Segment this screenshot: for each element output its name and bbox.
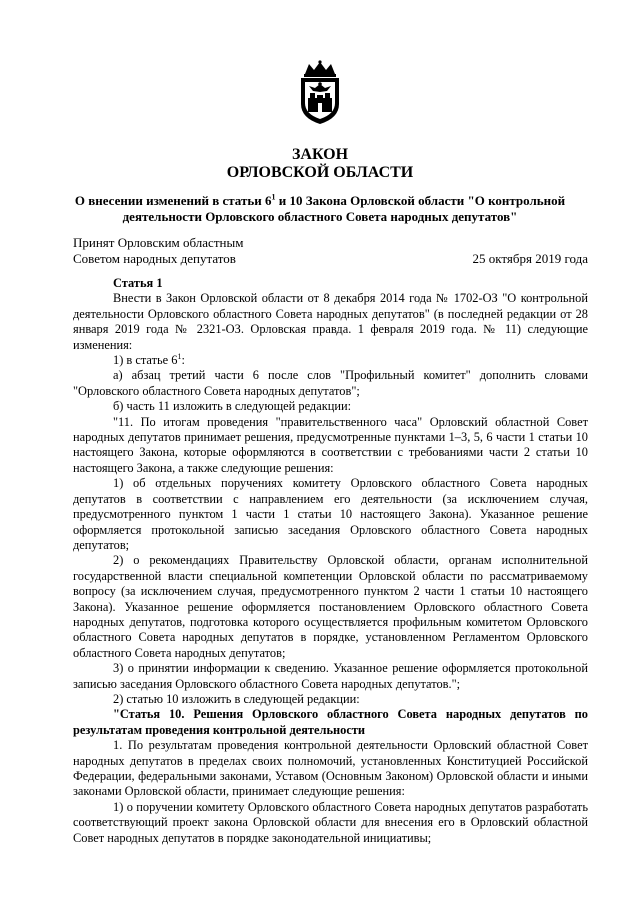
region-title: ОРЛОВСКОЙ ОБЛАСТИ [226, 164, 414, 181]
paragraph: а) абзац третий части 6 после слов "Профильный комитет" дополнить словами "Орловского областного Совета народных депутатов"; [73, 368, 588, 398]
law-subtitle [70, 193, 570, 225]
adoption-line-1: Принят Орловским областным [73, 235, 244, 250]
paragraph: Внести в Закон Орловской области от 8 декабря 2014 года № 1702-ОЗ "О контрольной деятельности Орловского областного Совета народных депутатов" (в последней редакции от 28 января 2019 года № 2321-ОЗ. Орловская правда. 1 февраля 2019 года. № 11) следующие изменения: [73, 291, 588, 352]
subtitle-text-start: О внесении изменений в статьи 6 [74, 193, 272, 208]
paragraph: 1. По результатам проведения контрольной деятельности Орловский областной Совет народных депутатов в пределах своих полномочий, установленных Конституцией Российской Федерации, федеральными законами, Уставом (Основным Законом) Орловской области и иными законами Орловской области, принимает следующие решения: [73, 738, 588, 799]
paragraph-text: 1) в статье 6 [113, 353, 178, 368]
orel-oblast-coat-of-arms-icon [293, 60, 347, 126]
subtitle-superscript: 1 [271, 192, 276, 202]
paragraph: 1) об отдельных поручениях комитету Орловского областного Совета народных депутатов в соответствии с направлением его деятельности (за исключением случая, предусмотренного пунктом 1 части 1 статьи 10 настоящего Закона). Указанное решение оформляется протокольной записью заседания Орловского областного Совета народных депутатов; [73, 476, 588, 552]
article-1-heading: Статья 1 [113, 276, 163, 290]
paragraph: 1) о поручении комитету Орловского областного Совета народных депутатов разработать соответствующий проект закона Орловской области для внесения его в Орловский областной Совет народных депутатов в порядке законодательной инициативы; [73, 799, 588, 845]
paragraph: 2) статью 10 изложить в следующей редакции: [113, 691, 360, 706]
paragraph-superscript: 1 [177, 351, 182, 361]
adoption-note [73, 235, 243, 267]
law-title: ЗАКОН [291, 146, 349, 163]
paragraph [73, 353, 588, 368]
subtitle-text-end: и 10 Закона Орловской области "О контрольной деятельности Орловского областного Совета народных депутатов" [122, 193, 566, 224]
adoption-date: 25 октября 2019 года [472, 251, 588, 266]
law-body [73, 276, 588, 846]
adoption-line-2: Советом народных депутатов [73, 251, 236, 266]
paragraph: "11. По итогам проведения "правительственного часа" Орловский областной Совет народных депутатов принимает решения, предусмотренные пунктами 1–3, 5, 6 части 1 статьи 10 настоящего Закона, которые оформляются в соответствии с требованиями части 2 статьи 10 настоящего Закона, а также следующие решения: [73, 414, 588, 475]
paragraph-text: : [181, 353, 185, 368]
paragraph: б) часть 11 изложить в следующей редакции: [113, 399, 352, 414]
paragraph: 3) о принятии информации к сведению. Указанное решение оформляется протокольной записью заседания Орловского областного Совета народных депутатов."; [73, 661, 588, 691]
article-10-heading: "Статья 10. Решения Орловского областного Совета народных депутатов по результатам проведения контрольной деятельности [73, 707, 588, 737]
paragraph: 2) о рекомендациях Правительству Орловской области, органам исполнительной государственной власти специальной компетенции Орловской области по рассматриваемому вопросу (за исключением случая, предусмотренного пунктом 2 части 1 статьи 10 настоящего Закона). Указанное решение оформляется постановлением Орловского областного Совета народных депутатов, подготовка которого осуществляется профильным комитетом Орловского областного Совета народных депутатов в порядке, установленном Регламентом Орловского областного Совета народных депутатов; [73, 553, 588, 660]
